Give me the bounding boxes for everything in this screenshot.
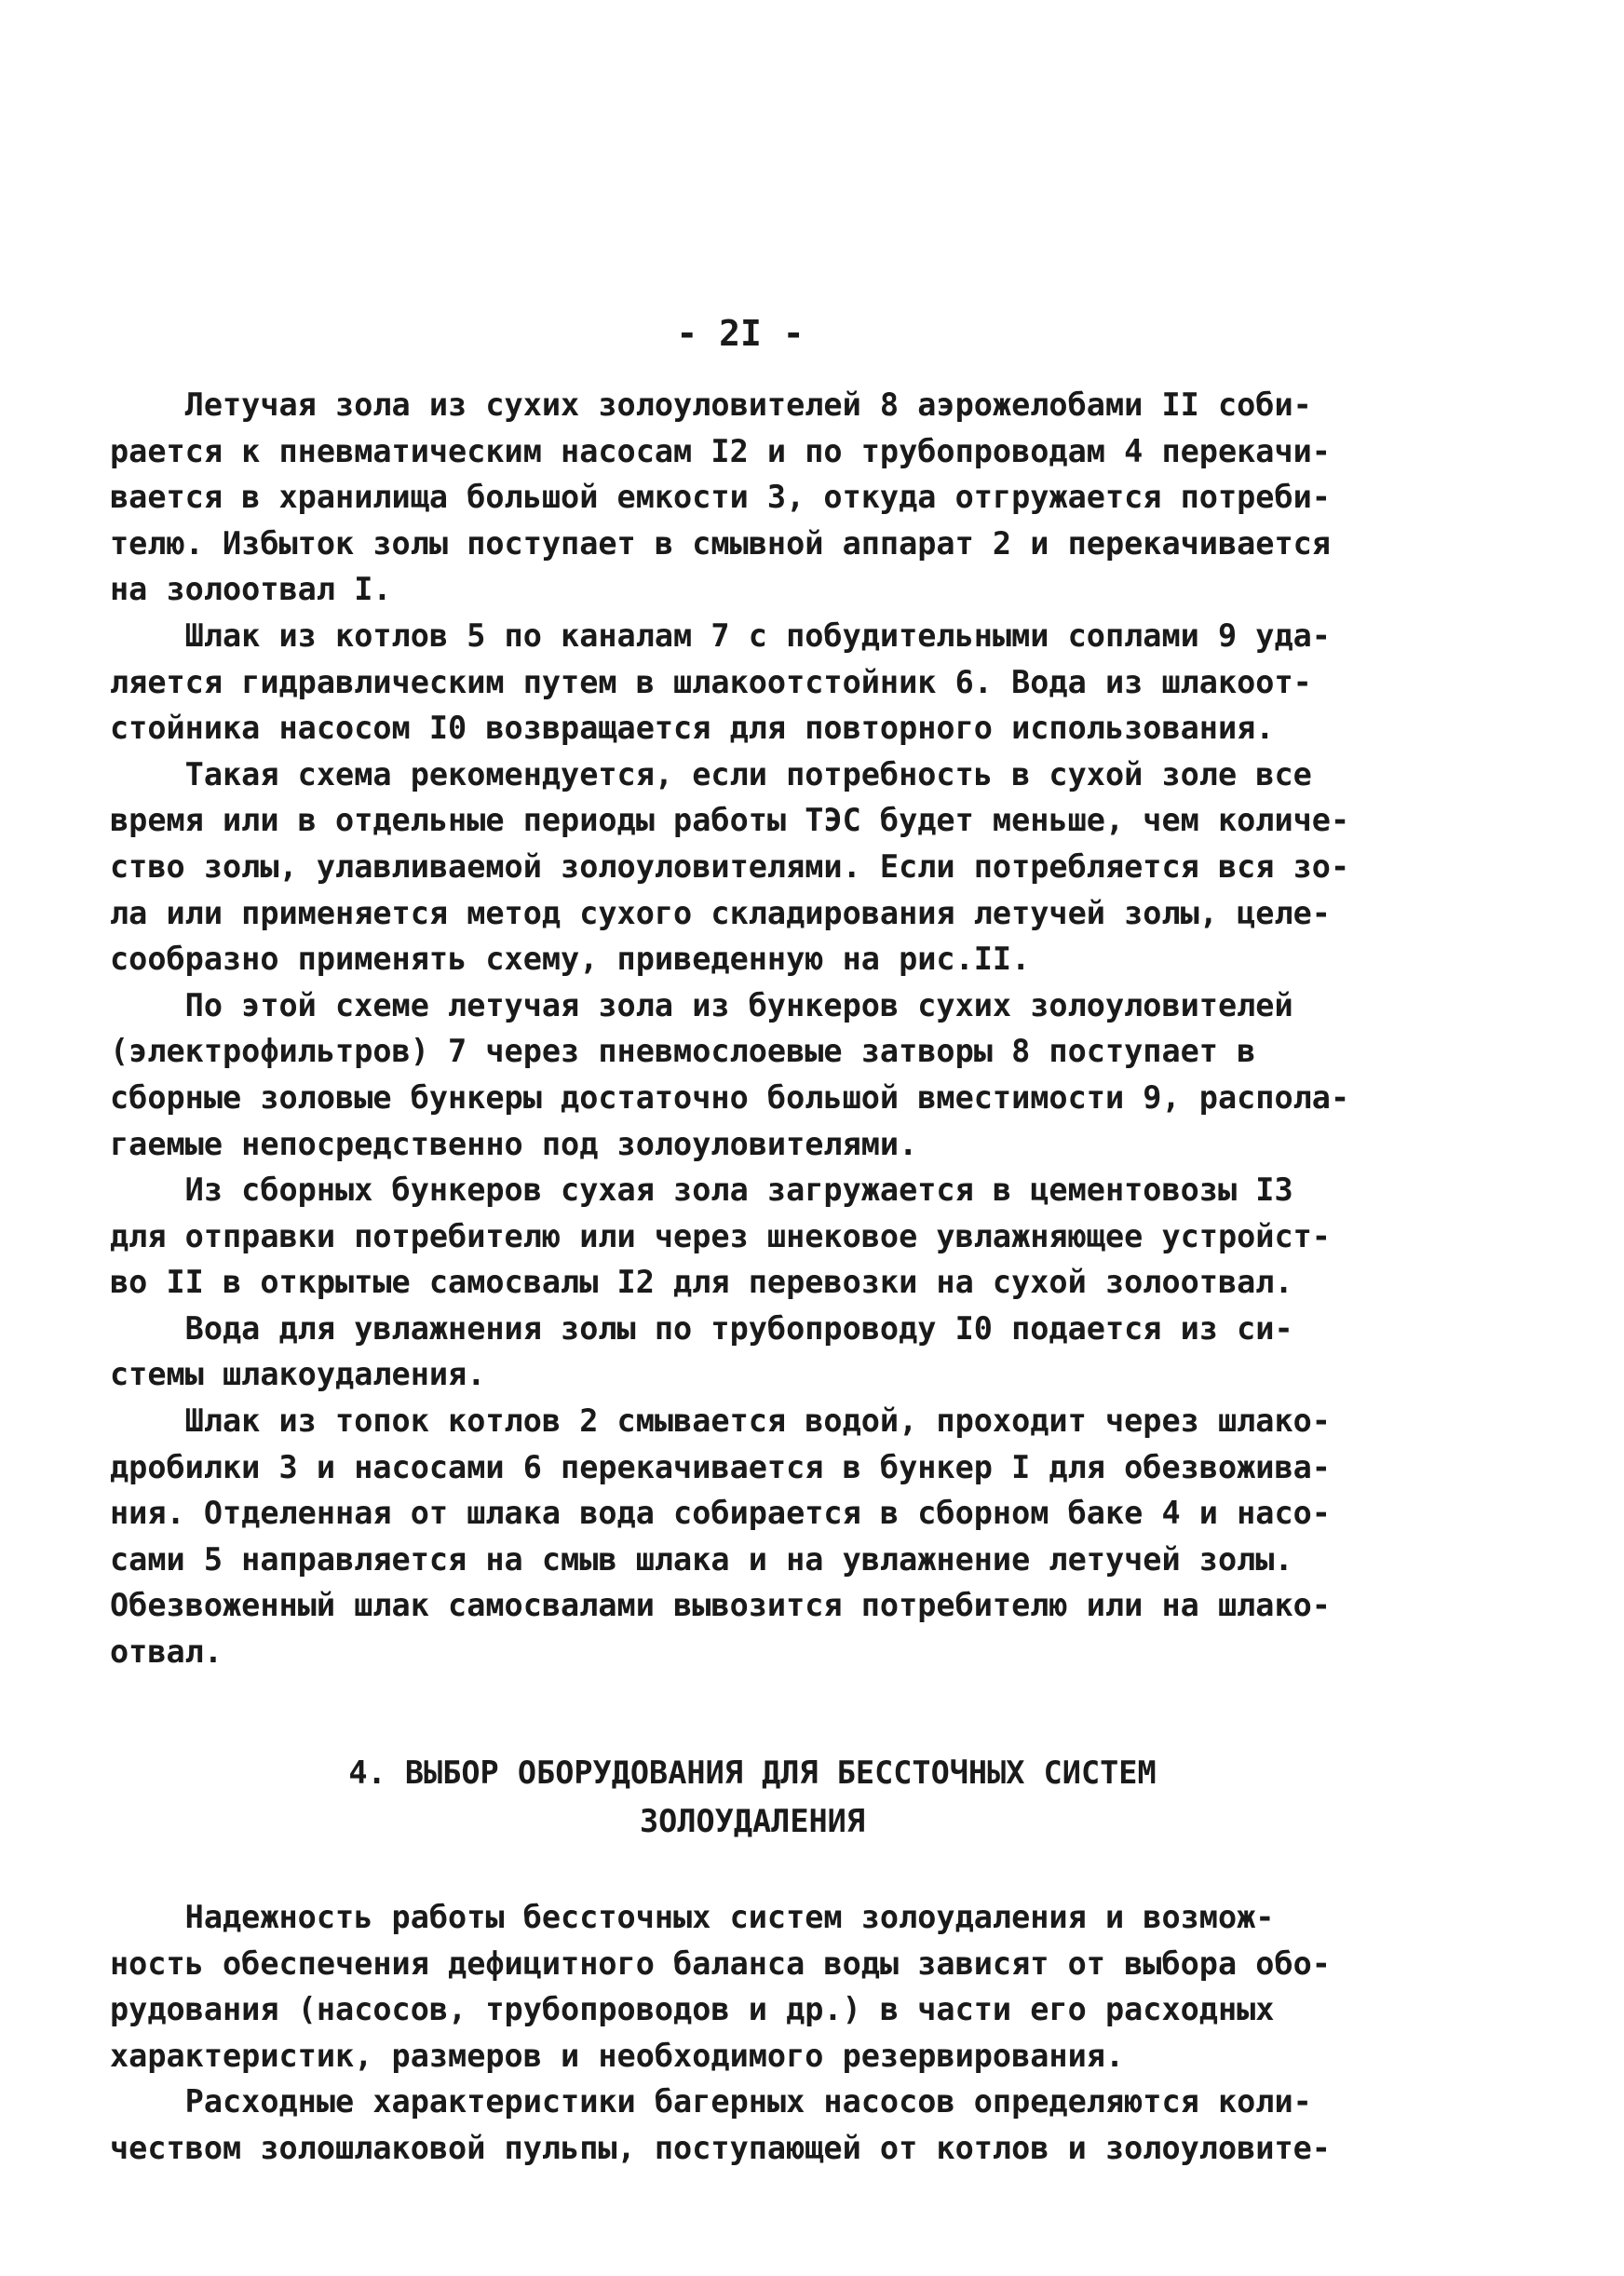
text-line: Из сборных бункеров сухая зола загружается в цементовозы I3 [110,1172,1293,1209]
text-line: рается к пневматическим насосам I2 и по трубопроводам 4 перекачи- [110,432,1331,469]
text-line: на золоотвал I. [110,571,392,608]
text-line: Обезвоженный шлак самосвалами вывозится потребителю или на шлако- [110,1587,1331,1624]
text-line: ность обеспечения дефицитного баланса воды зависят от выбора обо- [110,1944,1331,1982]
text-line: характеристик, размеров и необходимого резервирования. [110,2037,1125,2074]
text-line: стемы шлакоудаления. [110,1356,486,1393]
text-line: время или в отдельные периоды работы ТЭС будет меньше, чем количе- [110,802,1350,839]
text-line: ство золы, улавливаемой золоуловителями. Если потребляется вся зо- [110,847,1350,885]
text-line: (электрофильтров) 7 через пневмослоевые затворы 8 поступает в [110,1033,1256,1070]
text-line: Шлак из котлов 5 по каналам 7 с побудительными соплами 9 уда- [110,616,1331,654]
text-line: сами 5 направляется на смыв шлака и на увлажнение летучей золы. [110,1540,1293,1578]
text-line: ла или применяется метод сухого складирования летучей золы, целе- [110,894,1331,931]
text-line: гаемые непосредственно под золоуловителями. [110,1125,918,1162]
text-line: ния. Отделенная от шлака вода собирается в сборном баке 4 и насо- [110,1495,1331,1532]
section-heading-line-2: ЗОЛОУДАЛЕНИЯ [639,1803,866,1839]
text-line: дробилки 3 и насосами 6 перекачивается в бункер I для обезвожива- [110,1448,1331,1485]
text-line: Надежность работы бессточных систем золоудаления и возмож- [110,1899,1275,1935]
text-line: для отправки потребителю или через шнековое увлажняющее устройст- [110,1217,1331,1254]
text-line: чеством золошлаковой пульпы, поступающей от котлов и золоуловите- [110,2129,1331,2166]
text-line: Шлак из топок котлов 2 смывается водой, проходит через шлако- [110,1402,1331,1440]
text-line: Такая схема рекомендуется, если потребность в сухой золе все [110,755,1312,793]
text-line: во II в открытые самосвалы I2 для перевозки на сухой золоотвал. [110,1264,1293,1301]
text-line: телю. Избыток золы поступает в смывной аппарат 2 и перекачивается [110,524,1331,562]
text-line: стойника насосом I0 возвращается для повторного использования. [110,710,1275,747]
text-line: сообразно применять схему, приведенную на рис.II. [110,941,1031,978]
text-line: Вода для увлажнения золы по трубопроводу I0 подается из си- [110,1309,1293,1347]
text-line: Расходные характеристики багерных насосов определяются коли- [110,2083,1312,2120]
body-text-section-2 [110,1894,1395,2172]
text-line: Летучая зола из сухих золоуловителей 8 аэрожелобами II соби- [110,386,1312,423]
text-line: рудования (насосов, трубопроводов и др.) в части его расходных [110,1991,1275,2028]
text-line: сборные золовые бункеры достаточно большой вместимости 9, распола- [110,1078,1350,1116]
page-number: - 2I - [676,313,805,354]
text-line: отвал. [110,1633,223,1671]
text-line: ляется гидравлическим путем в шлакоотстойник 6. Вода из шлакоот- [110,663,1312,700]
section-heading-line-1: 4. ВЫБОР ОБОРУДОВАНИЯ ДЛЯ БЕССТОЧНЫХ СИСТЕМ [348,1754,1157,1791]
section-heading [110,1749,1395,1846]
text-line: вается в хранилища большой емкости 3, откуда отгружается потреби- [110,479,1331,516]
text-line: По этой схеме летучая зола из бункеров сухих золоуловителей [110,986,1293,1023]
body-text-section-1 [110,382,1395,1675]
